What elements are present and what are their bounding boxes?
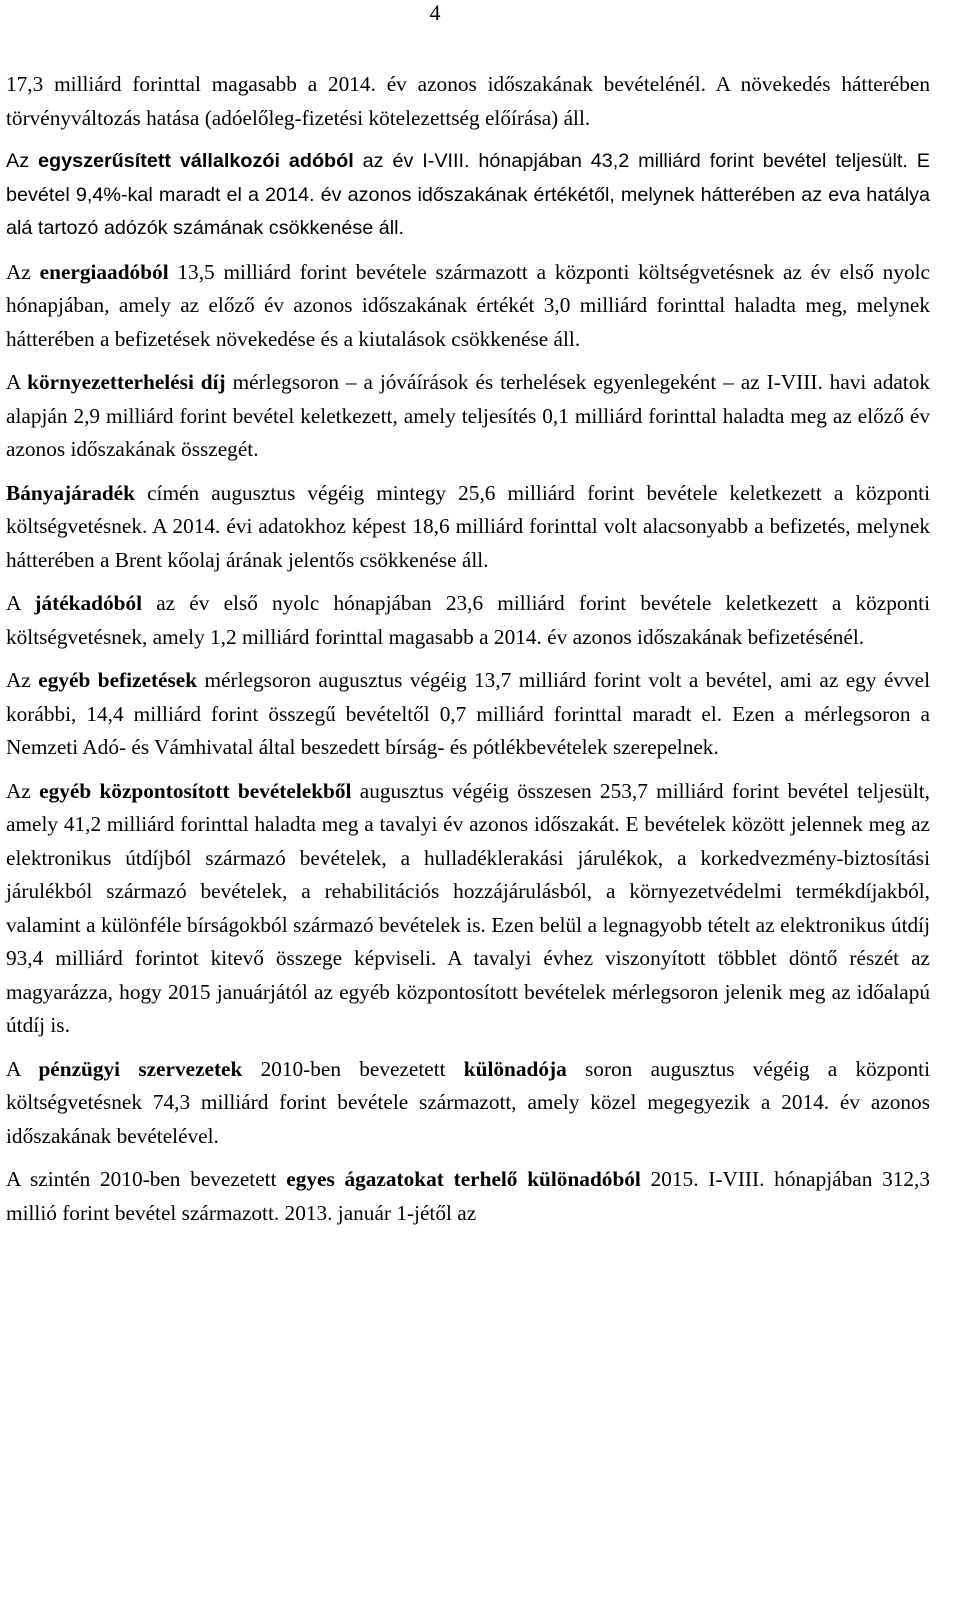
text-span: mérlegsoron – a jóváírások és terhelések egyenlegeként – az I-VIII. havi adatok alapján 2,9 milliárd forint bevétel keletkezett, amely teljesítés 0,1 milliárd forinttal haladta meg az előző év azonos időszakának összegét. [6,370,931,461]
text-span: Az [6,668,39,692]
text-span: A [6,1056,39,1081]
bold-term: játékadóból [34,591,143,615]
text-span: augusztus végéig összesen 253,7 milliárd forint bevétel teljesült, amely 41,2 milliárd forinttal haladta meg a tavalyi év azonos időszakát. E bevételek között jelennek meg az elektronikus útdíjból származó bevételek, a hulladéklerakási járulékok, a korkedvezmény-biztosítási járulékból származó bevételek, a rehabilitációs hozzájárulásból, a környezetvédelmi termékdíjakból, valamint a különféle bírságokból származó bevételek is. Ezen belül a legnagyobb tételt az elektronikus útdíj 93,4 milliárd forintot kitevő összege képviseli. A tavalyi évhez viszonyított többlet döntő részét az magyarázza, hogy 2015 januárjától az egyéb központosított bevételek mérlegsoron jelenik meg az időalapú útdíj is. [6,778,930,1037]
text-span: A [6,591,35,615]
paragraph [6,68,930,135]
document-body [6,68,930,1230]
text-span: 2015. I-VIII. hónapjában 312,3 millió forint bevétel származott. 2013. január 1-jétől az [6,1167,930,1225]
paragraph [6,1163,930,1230]
bold-term: egyéb központosított bevételekből [39,778,352,803]
paragraph [6,587,930,654]
paragraph [6,477,930,578]
paragraph [6,145,930,246]
text-span: mérlegsoron augusztus végéig 13,7 milliárd forint volt a bevétel, ami az egy évvel korábbi, 14,4 milliárd forint összegű bevételtől 0,7 milliárd forinttal maradt el. Ezen a mérlegsoron a Nemzeti Adó- és Vámhivatal által beszedett bírság- és pótlékbevételek szerepelnek. [6,668,930,759]
text-span: 17,3 milliárd forinttal magasabb a 2014. év azonos időszakának bevételénél. A növekedés hátterében törvényváltozás hatása (adóelőleg-fizetési kötelezettség előírása) áll. [6,72,930,130]
bold-term: környezetterhelési díj [27,370,226,394]
bold-term: egyes ágazatokat terhelő különadóból [286,1167,641,1191]
paragraph [6,664,930,765]
text-span: címén augusztus végéig mintegy 25,6 milliárd forint bevétele keletkezett a központi költségvetésnek. A 2014. évi adatokhoz képest 18,6 milliárd forinttal volt alacsonyabb a befizetés, melynek hátterében a Brent kőolaj árának jelentős csökkenése áll. [6,480,930,572]
bold-term: egyéb befizetések [38,668,198,692]
text-span: Az [6,150,38,172]
page-number: 4 [429,0,441,25]
paragraph [6,366,930,467]
bold-term: pénzügyi szervezetek [38,1056,243,1081]
text-span: az év első nyolc hónapjában 23,6 milliárd forint bevétele keletkezett a központi költségvetésnek, amely 1,2 milliárd forinttal magasabb a 2014. év azonos időszakának befizetésénél. [6,591,931,649]
text-span: soron augusztus végéig a központi költségvetésnek 74,3 milliárd forint bevétele származott, amely közel megegyezik a 2014. év azonos időszakának bevételével. [6,1056,930,1148]
bold-term: Bányajáradék [6,480,135,505]
paragraph [6,775,930,1043]
text-span: Az [6,259,40,284]
paragraph [6,256,930,357]
text-span: A [6,370,28,394]
bold-term: energiaadóból [39,259,169,284]
text-span: A szintén 2010-ben bevezetett [6,1167,287,1191]
text-span: Az [6,778,40,803]
text-span: az év I-VIII. hónapjában 43,2 milliárd forint bevétel teljesült. E bevétel 9,4%-kal maradt el a 2014. év azonos időszakának értékétől, melynek hátterében az eva hatálya alá tartozó adózók számának csökkenése áll. [6,150,930,239]
paragraph [6,1053,930,1154]
text-span: 13,5 milliárd forint bevétele származott a központi költségvetésnek az év első nyolc hónapjában, amely az előző év azonos időszakának értékét 3,0 milliárd forinttal haladta meg, melynek hátterében a befizetések növekedése és a kiutalások csökkenése áll. [6,259,930,351]
bold-term: különadója [463,1056,567,1081]
text-span: 2010-ben bevezetett [242,1056,464,1081]
bold-term: egyszerűsített vállalkozói adóból [38,150,354,172]
